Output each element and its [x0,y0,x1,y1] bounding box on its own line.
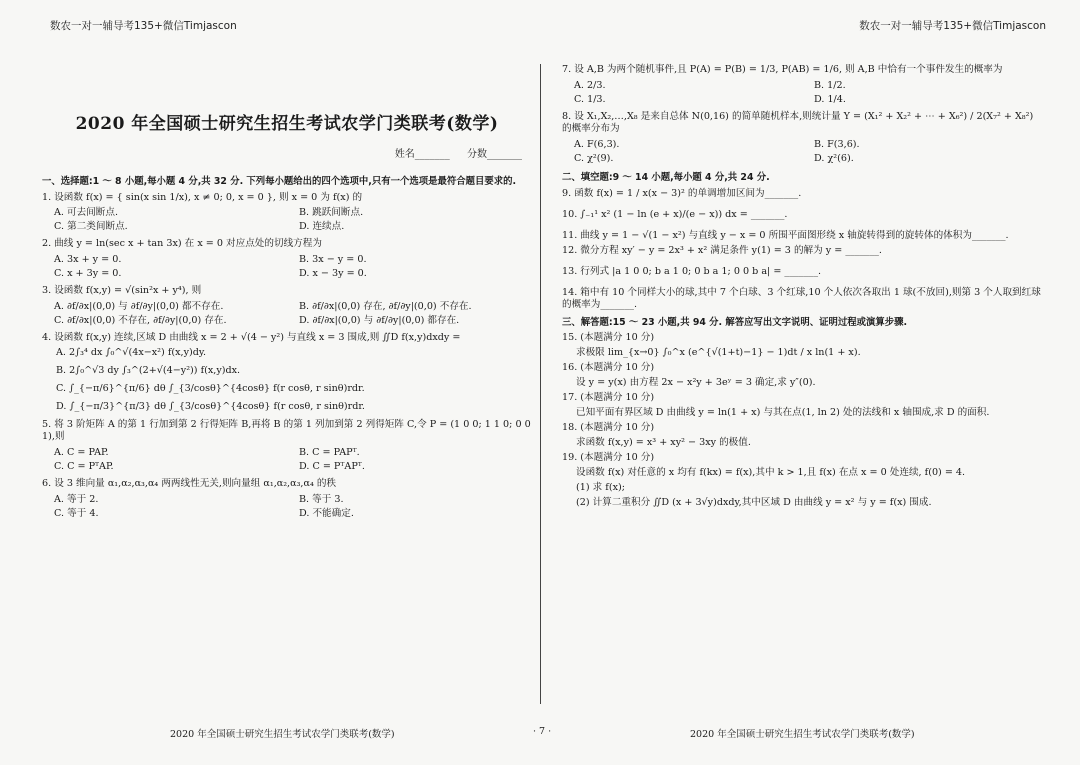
option: B. ∂f/∂x|(0,0) 存在, ∂f/∂y|(0,0) 不存在. [299,301,472,313]
option: B. F(3,6). [814,138,860,150]
option: D. χ²(6). [814,152,854,164]
question-7: 7. 设 A,B 为两个随机事件,且 P(A) = P(B) = 1/3, P(AB) = 1/6, 则 A,B 中恰有一个事件发生的概率为 [562,64,1003,75]
option: D. ∂f/∂x|(0,0) 与 ∂f/∂y|(0,0) 都存在. [299,315,460,327]
section-1-heading: 一、选择题:1 ～ 8 小题,每小题 4 分,共 32 分. 下列每小题给出的四个选项中,只有一个选项是最符合题目要求的. [42,175,517,187]
option: D. 1/4. [814,93,846,105]
question-19-part-1: (1) 求 f(x); [576,482,625,494]
question-19: 设函数 f(x) 对任意的 x 均有 f(kx) = f(x),其中 k > 1,且 f(x) 在点 x = 0 处连续, f(0) = 4. [576,467,966,479]
option: D. x − 3y = 0. [299,268,367,280]
question-11: 11. 曲线 y = 1 − √(1 − x²) 与直线 y − x = 0 所围平面图形绕 x 轴旋转得到的旋转体的体积为_______. [562,229,1009,241]
score-label: 分数_______ [467,149,522,161]
question-7-options [562,79,1042,107]
question-15-header: 15. (本题满分 10 分) [562,332,655,344]
option: D. ∫_{−π/3}^{π/3} dθ ∫_{3/cosθ}^{4cosθ} f(r cosθ, r sinθ)rdr. [56,401,365,413]
paper-title: 2020 年全国硕士研究生招生考试农学门类联考(数学) [75,114,499,134]
question-3: 3. 设函数 f(x,y) = √(sin²x + y⁴), 则 [42,285,202,297]
question-16: 设 y = y(x) 由方程 2x − x²y + 3eʸ = 3 确定,求 y″(0). [576,377,816,389]
question-5-options [42,446,532,474]
left-column [42,64,532,525]
question-17-header: 17. (本题满分 10 分) [562,392,655,404]
question-18: 求函数 f(x,y) = x³ + xy² − 3xy 的极值. [576,437,751,449]
option: D. 不能确定. [299,508,354,520]
option: A. 3x + y = 0. [54,254,122,266]
question-19-header: 19. (本题满分 10 分) [562,452,655,464]
footer-right: 2020 年全国硕士研究生招生考试农学门类联考(数学) [690,729,915,740]
option: A. 2/3. [574,79,606,91]
question-4: 4. 设函数 f(x,y) 连续,区域 D 由曲线 x = 2 + √(4 − y²) 与直线 x = 3 围成,则 ∬D f(x,y)dxdy = [42,332,461,344]
question-5: 5. 将 3 阶矩阵 A 的第 1 行加到第 2 行得矩阵 B,再将 B 的第 1 列加到第 2 列得矩阵 C,令 P = (1 0 0; 1 1 0; 0 0 1),则 [42,419,531,443]
option: B. 跳跃间断点. [299,207,364,219]
section-2-heading: 二、填空题:9 ～ 14 小题,每小题 4 分,共 24 分. [562,171,770,183]
option: D. 连续点. [299,221,345,233]
footer-left: 2020 年全国硕士研究生招生考试农学门类联考(数学) [170,729,395,740]
header-right: 数农一对一辅导考135+微信Timjascon [859,20,1046,32]
name-score-row [42,149,532,162]
option: C. ∫_{−π/6}^{π/6} dθ ∫_{3/cosθ}^{4cosθ} f(r cosθ, r sinθ)rdr. [56,383,365,395]
option: B. 1/2. [814,79,846,91]
option: A. F(6,3). [574,138,620,150]
option: D. C = PᵀAPᵀ. [299,461,365,473]
option: C. 1/3. [574,93,606,105]
question-19-part-2: (2) 计算二重积分 ∬D (x + 3√y)dxdy,其中区域 D 由曲线 y = x² 与 y = f(x) 围成. [576,497,932,509]
option: C. ∂f/∂x|(0,0) 不存在, ∂f/∂y|(0,0) 存在. [54,315,227,327]
option: B. C = PAPᵀ. [299,447,360,459]
question-1-options [42,206,532,234]
option: B. 等于 3. [299,494,344,506]
question-10: 10. ∫₋₁¹ x² (1 − ln (e + x)/(e − x)) dx = _______. [562,208,788,220]
option: A. ∂f/∂x|(0,0) 与 ∂f/∂y|(0,0) 都不存在. [54,301,224,313]
question-8: 8. 设 X₁,X₂,…,X₈ 是来自总体 N(0,16) 的简单随机样本,则统计量 Y = (X₁² + X₂² + ⋯ + X₆²) / 2(X₇² + X₈²) 的概率分布为 [562,110,1034,134]
option: A. 等于 2. [54,494,99,506]
question-15: 求极限 lim_{x→0} ∫₀^x (e^{√(1+t)−1} − 1)dt / x ln(1 + x). [576,347,861,359]
option: A. C = PAP. [54,447,109,459]
option: A. 可去间断点. [54,207,119,219]
question-4-options [42,347,532,413]
option: C. χ²(9). [574,152,614,164]
right-column [562,64,1042,512]
question-12: 12. 微分方程 xy′ − y = 2x³ + x² 满足条件 y(1) = 3 的解为 y = _______. [562,244,882,256]
option: C. x + 3y = 0. [54,268,122,280]
question-16-header: 16. (本题满分 10 分) [562,362,655,374]
header-left: 数农一对一辅导考135+微信Timjascon [50,20,237,32]
question-9: 9. 函数 f(x) = 1 / x(x − 3)² 的单调增加区间为_______. [562,187,802,199]
question-8-options [562,138,1042,166]
question-3-options [42,300,532,328]
option: C. 第二类间断点. [54,221,128,233]
option: A. 2∫₃⁴ dx ∫₀^√(4x−x²) f(x,y)dy. [56,347,207,359]
option: C. 等于 4. [54,508,99,520]
option: B. 3x − y = 0. [299,254,367,266]
question-2: 2. 曲线 y = ln(sec x + tan 3x) 在 x = 0 对应点处的切线方程为 [42,238,322,250]
question-6-options [42,493,532,521]
question-6: 6. 设 3 维向量 α₁,α₂,α₃,α₄ 两两线性无关,则向量组 α₁,α₂,α₃,α₄ 的秩 [42,478,337,490]
section-3-heading: 三、解答题:15 ～ 23 小题,共 94 分. 解答应写出文字说明、证明过程或演算步骤. [562,316,908,328]
page-number: · 7 · [533,726,552,737]
question-1: 1. 设函数 f(x) = { sin(x sin 1/x), x ≠ 0; 0, x = 0 }, 则 x = 0 为 f(x) 的 [42,191,363,203]
question-18-header: 18. (本题满分 10 分) [562,422,655,434]
question-2-options [42,253,532,281]
question-14: 14. 箱中有 10 个同样大小的球,其中 7 个白球、3 个红球,10 个人依次各取出 1 球(不放回),则第 3 个人取到红球的概率为_______. [562,286,1041,310]
question-17: 已知平面有界区域 D 由曲线 y = ln(1 + x) 与其在点(1, ln 2) 处的法线和 x 轴围成,求 D 的面积. [576,407,990,419]
column-divider [540,64,541,704]
name-label: 姓名_______ [394,149,450,161]
option: C. C = PᵀAP. [54,461,114,473]
option: B. 2∫₀^√3 dy ∫₃^(2+√(4−y²)) f(x,y)dx. [56,365,241,377]
question-13: 13. 行列式 |a 1 0 0; b a 1 0; 0 b a 1; 0 0 b a| = _______. [562,265,822,277]
